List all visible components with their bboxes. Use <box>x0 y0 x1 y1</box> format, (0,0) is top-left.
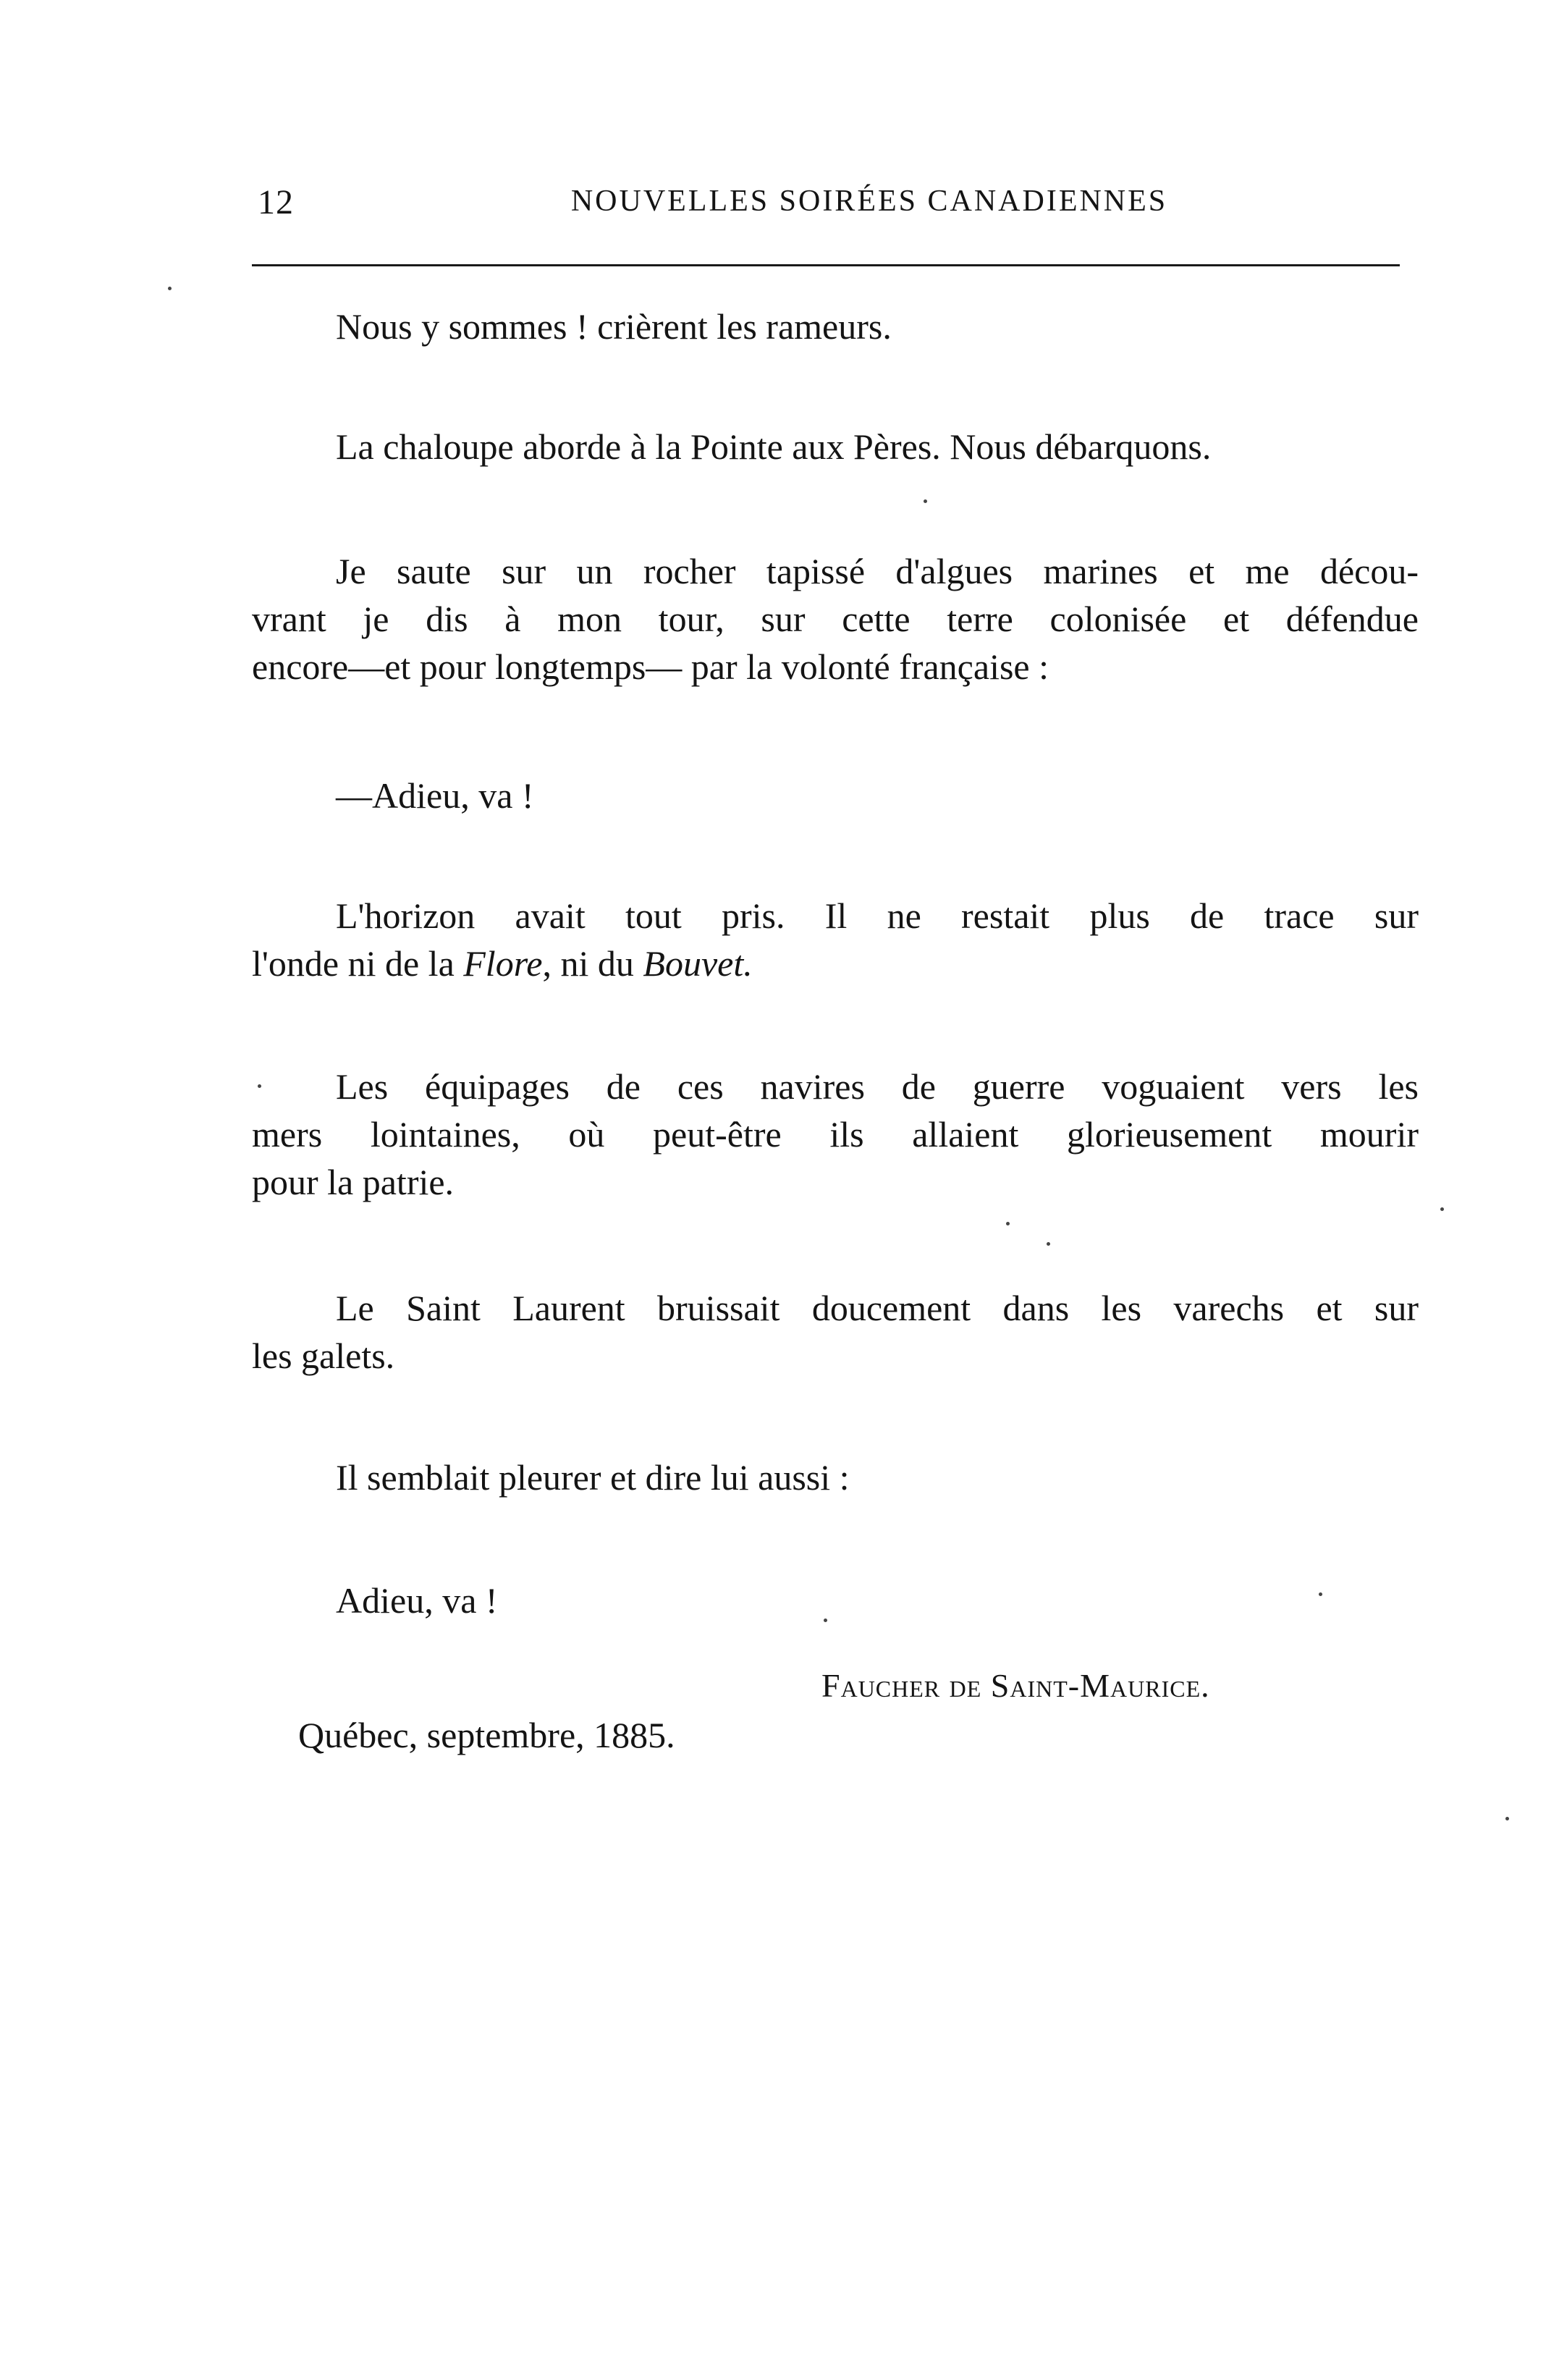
header-rule <box>252 264 1400 266</box>
paragraph-6-line-2: mers lointaines, où peut-être ils allaient glorieusement mourir <box>252 1114 1419 1155</box>
scan-speck <box>924 499 927 503</box>
paragraph-4 <box>336 772 534 819</box>
paragraph-5-text-b: , ni du <box>542 943 643 984</box>
scan-speck <box>1319 1592 1322 1596</box>
paragraph-6-line-3: pour la patrie. <box>252 1162 455 1202</box>
paragraph-5 <box>252 892 1419 987</box>
page-header <box>252 182 1400 233</box>
paragraph-6-line-1: Les équipages de ces navires de guerre voguaient vers les <box>336 1066 1419 1107</box>
page-number: 12 <box>258 183 294 221</box>
scan-speck <box>1006 1222 1010 1225</box>
paragraph-7-line-2: les galets. <box>252 1335 395 1376</box>
scan-speck <box>1440 1207 1444 1211</box>
scan-speck <box>1047 1242 1050 1246</box>
paragraph-1-line: Nous y sommes ! crièrent les rameurs. <box>336 306 892 347</box>
paragraph-7-line-1: Le Saint Laurent bruissait doucement dans les varechs et sur <box>336 1288 1419 1328</box>
paragraph-3-line-1: Je saute sur un rocher tapissé d'algues marines et me décou- <box>336 551 1419 591</box>
paragraph-5-line-1: L'horizon avait tout pris. Il ne restait plus de trace sur <box>336 895 1419 936</box>
running-title: NOUVELLES SOIRÉES CANADIENNES <box>570 185 1168 218</box>
paragraph-6 <box>252 1063 1419 1206</box>
paragraph-5-line-2 <box>252 940 1419 987</box>
paragraph-8-line: Il semblait pleurer et dire lui aussi : <box>336 1457 850 1498</box>
scan-speck <box>168 287 172 290</box>
dateline: Québec, septembre, 1885. <box>298 1715 675 1755</box>
paragraph-2 <box>336 423 1211 470</box>
author-signature: Faucher de Saint-Maurice. <box>821 1667 1210 1704</box>
scan-speck <box>258 1084 261 1088</box>
paragraph-3-line-2: vrant je dis à mon tour, sur cette terre colonisée et défendue <box>252 599 1419 639</box>
paragraph-2-line: La chaloupe aborde à la Pointe aux Pères. Nous débarquons. <box>336 426 1212 467</box>
paragraph-3-line-3: encore—et pour longtemps— par la volonté française : <box>252 646 1049 687</box>
scan-speck <box>1505 1817 1509 1820</box>
ship-name-bouvet: Bouvet. <box>643 943 753 984</box>
paragraph-7 <box>252 1284 1419 1380</box>
paragraph-8 <box>336 1453 850 1501</box>
paragraph-9-line: Adieu, va ! <box>336 1580 498 1621</box>
paragraph-5-text-a: l'onde ni de la <box>252 943 464 984</box>
paragraph-3 <box>252 547 1419 691</box>
paragraph-1 <box>336 303 892 350</box>
paragraph-9 <box>336 1577 498 1624</box>
paragraph-4-line: —Adieu, va ! <box>336 775 534 816</box>
scan-speck <box>824 1619 827 1622</box>
ship-name-flore: Flore <box>463 943 543 984</box>
